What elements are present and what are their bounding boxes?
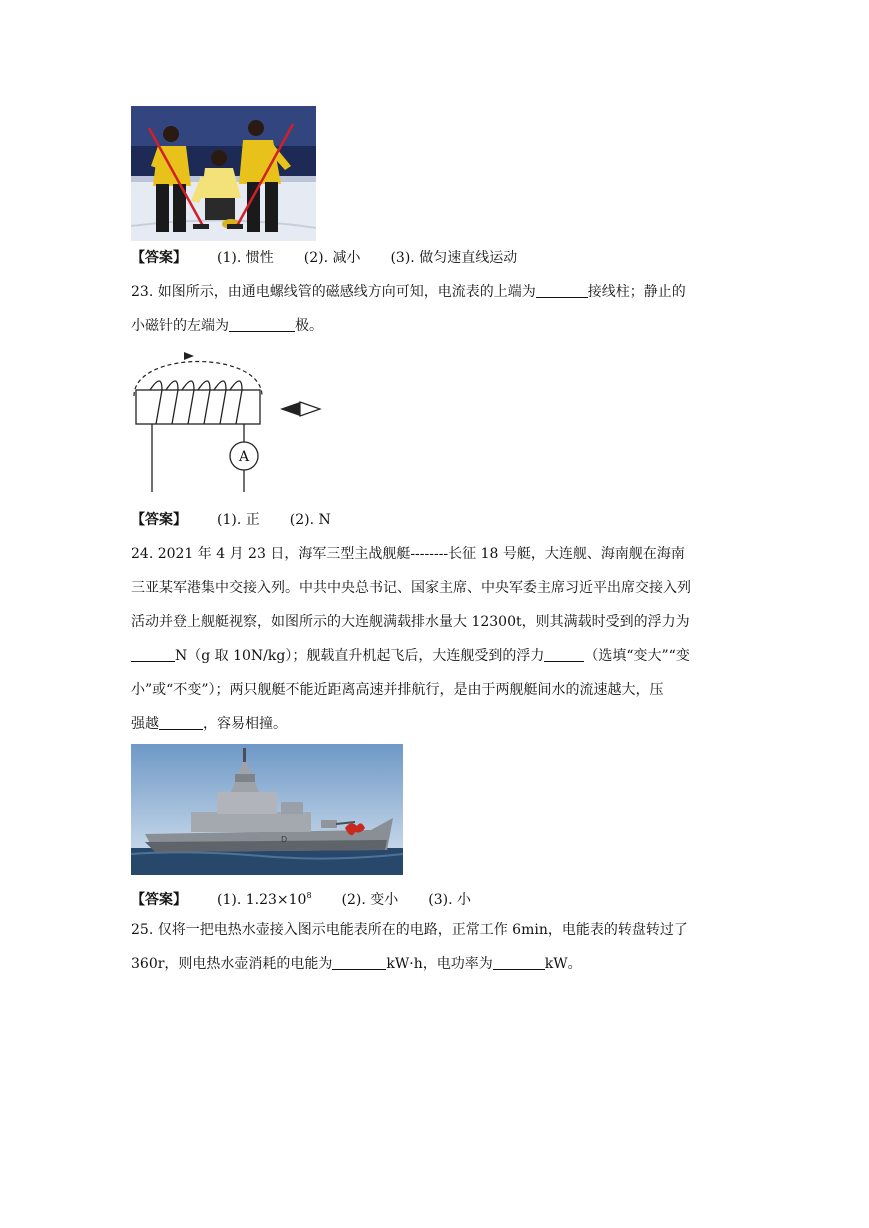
answer-label: 【答案】 [131,512,187,528]
q24-question-line: 24. 2021 年 4 月 23 日，海军三型主战舰艇--------长征 18 号艇，大连舰、海南舰在海南 [131,546,685,562]
answer-blank [544,647,584,662]
answer-blank [159,715,203,730]
solenoid-diagram [128,352,328,494]
question-text: 小磁针的左端为 [131,318,229,334]
q23-answer-line [131,510,331,530]
answer-blank [332,955,386,970]
q23-question-line [131,282,686,302]
magnetic-field-line [134,362,262,397]
question-text: 强越 [131,716,159,732]
question-text: kW。 [544,956,582,972]
question-text: 360r，则电热水壶消耗的电能为 [131,956,333,972]
curling-photo [131,106,316,241]
field-direction-arrow [184,352,194,360]
q24-question-line: 活动并登上舰艇视察，如图所示的大连舰满载排水量大 12300t，则其满载时受到的浮力为 [131,614,690,630]
q23-question-line [131,316,323,336]
answer-blank [229,317,295,332]
q24-question-line: 小”或“不变”）；两只舰艇不能近距离高速并排航行，是由于两舰艇间水的流速越大，压 [131,682,664,698]
answer-item: (2). N [289,512,331,528]
answer-blank [536,283,588,298]
q25-question-line: 25. 仅将一把电热水壶接入图示电能表所在的电路，正常工作 6min，电能表的转盘转过了 [131,922,688,938]
question-text: kW·h，电功率为 [386,956,493,972]
answer-item: (2). 变小 [341,892,399,908]
q24-question-line: 三亚某军港集中交接入列。中共中央总书记、国家主席、中央军委主席习近平出席交接入列 [131,580,691,596]
answer-label: 【答案】 [131,892,187,908]
q24-question-line [131,646,690,666]
question-text: 接线柱；静止的 [587,284,686,300]
answer-label: 【答案】 [131,250,187,266]
compass-needle-left [280,402,300,416]
question-text: 23. 如图所示，由通电螺线管的磁感线方向可知，电流表的上端为 [131,284,536,300]
answer-item: (2). 减小 [303,250,361,266]
question-text: 极。 [295,318,323,334]
q24-answer-line [131,886,471,910]
solenoid-coil [150,381,242,424]
q25-question-line [131,954,582,974]
answer-blank [131,647,175,662]
q22-answer-line [131,248,517,268]
ammeter-label: A [238,449,250,465]
answer-value: (1). 1.23×10 [217,892,307,908]
question-text: （选填“变大”“变 [584,648,690,664]
answer-item: (3). 做匀速直线运动 [390,250,518,266]
compass-needle-right [300,402,320,416]
answer-blank [493,955,545,970]
answer-item: (1). 正 [217,512,260,528]
answer-item: (1). 惯性 [217,250,274,266]
svg-text:D: D [281,835,288,844]
answer-item [217,892,312,908]
q24-question-line [131,714,287,734]
answer-item: (3). 小 [428,892,472,908]
answer-exponent: 8 [306,891,312,900]
warship-photo [131,744,403,875]
question-text: N（g 取 10N/kg）；舰载直升机起飞后，大连舰受到的浮力 [175,648,545,664]
question-text: ，容易相撞。 [203,716,287,732]
